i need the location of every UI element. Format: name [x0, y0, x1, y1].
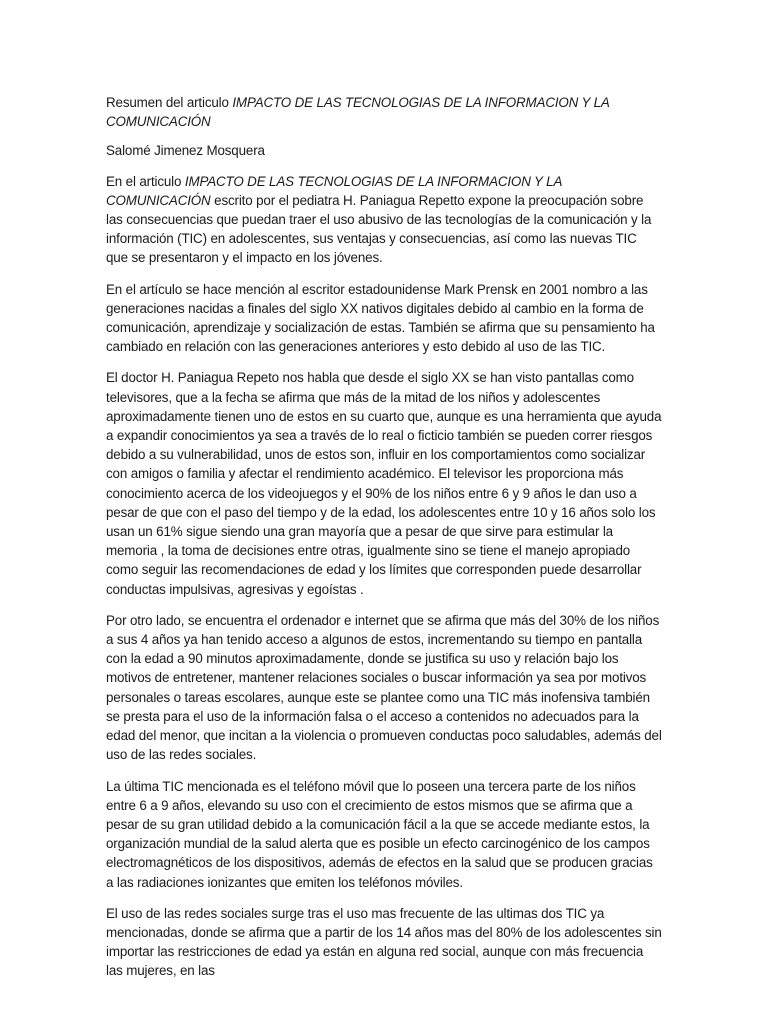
author-name: Salomé Jimenez Mosquera	[106, 143, 265, 159]
title-prefix: Resumen del articulo	[106, 95, 233, 110]
document-page	[106, 93, 662, 993]
paragraph-6: El uso de las redes sociales surge tras el uso mas frecuente de las ultimas dos TIC ya mencionadas, donde se afirma que a partir de los 14 años mas del 80% de los adolescentes sin importar las restricciones de edad ya están en alguna red social, aunque con más frecuencia las mujeres, en las	[106, 905, 662, 979]
paragraph-1-suffix: escrito por el pediatra H. Paniagua Repetto expone la preocupación sobre las consecuencias que puedan traer el uso abusivo de las tecnologías de la comunicación y la información (TIC) en adolescentes, sus ventajas y consecuencias, así como las nuevas TIC que se presentaron y el impacto en los jóvenes.	[106, 192, 652, 266]
document-title	[106, 93, 662, 131]
title-italic: IMPACTO DE LAS TECNOLOGIAS DE LA INFORMACION Y LA COMUNICACIÓN	[106, 95, 610, 130]
paragraph-1-italic: IMPACTO DE LAS TECNOLOGIAS DE LA INFORMACION Y LA COMUNICACIÓN	[106, 173, 562, 208]
paragraph-1-prefix: En el articulo	[106, 173, 185, 189]
paragraph-5: La última TIC mencionada es el teléfono móvil que lo poseen una tercera parte de los niños entre 6 a 9 años, elevando su uso con el crecimiento de estos mismos que se afirma que a pesar de su gran utilidad debido a la comunicación fácil a la que se accede mediante estos, la organización mundial de la salud alerta que es posible un efecto carcinogénico de los campos electromagnéticos de los dispositivos, además de efectos en la salud que se producen gracias a las radiaciones ionizantes que emiten los teléfonos móviles.	[106, 778, 653, 890]
paragraph-3: El doctor H. Paniagua Repeto nos habla que desde el siglo XX se han visto pantallas como televisores, que a la fecha se afirma que más de la mitad de los niños y adolescentes aproximadamente tienen uno de estos en su cuarto que, aunque es una herramienta que ayuda a expandir conocimientos ya sea a través de lo real o ficticio también se pueden correr riesgos debido a su vulnerabilidad, unos de estos son, influir en los comportamientos como socializar con amigos o familia y afectar el rendimiento académico. El televisor les proporciona más conocimiento acerca de los videojuegos y el 90% de los niños entre 6 y 9 años le dan uso a pesar de que con el paso del tiempo y de la edad, los adolescentes entre 10 y 16 años solo los usan un 61% sigue siendo una gran mayoría que a pesar de que sirve para estimular la memoria , la toma de decisiones entre otras, igualmente sino se tiene el manejo apropiado como seguir las recomendaciones de edad y los límites que corresponden puede desarrollar conductas impulsivas, agresivas y egoístas .	[106, 370, 662, 597]
paragraph-1	[106, 172, 662, 268]
paragraph-4: Por otro lado, se encuentra el ordenador e internet que se afirma que más del 30% de los niños a sus 4 años ya han tenido acceso a algunos de estos, incrementando su tiempo en pantalla con la edad a 90 minutos aproximadamente, donde se justifica su uso y relación bajo los motivos de entretener, mantener relaciones sociales o buscar información ya sea por motivos personales o tareas escolares, aunque este se plantee como una TIC más inofensiva también se presta para el uso de la información falsa o el acceso a contenidos no adecuados para la edad del menor, que incitan a la violencia o promueven conductas poco saludables, además del uso de las redes sociales.	[106, 612, 662, 763]
paragraph-2: En el artículo se hace mención al escritor estadounidense Mark Prensk en 2001 nombro a las generaciones nacidas a finales del siglo XX nativos digitales debido al cambio en la forma de comunicación, aprendizaje y socialización de estas. También se afirma que su pensamiento ha cambiado en relación con las generaciones anteriores y esto debido al uso de las TIC.	[106, 281, 655, 355]
